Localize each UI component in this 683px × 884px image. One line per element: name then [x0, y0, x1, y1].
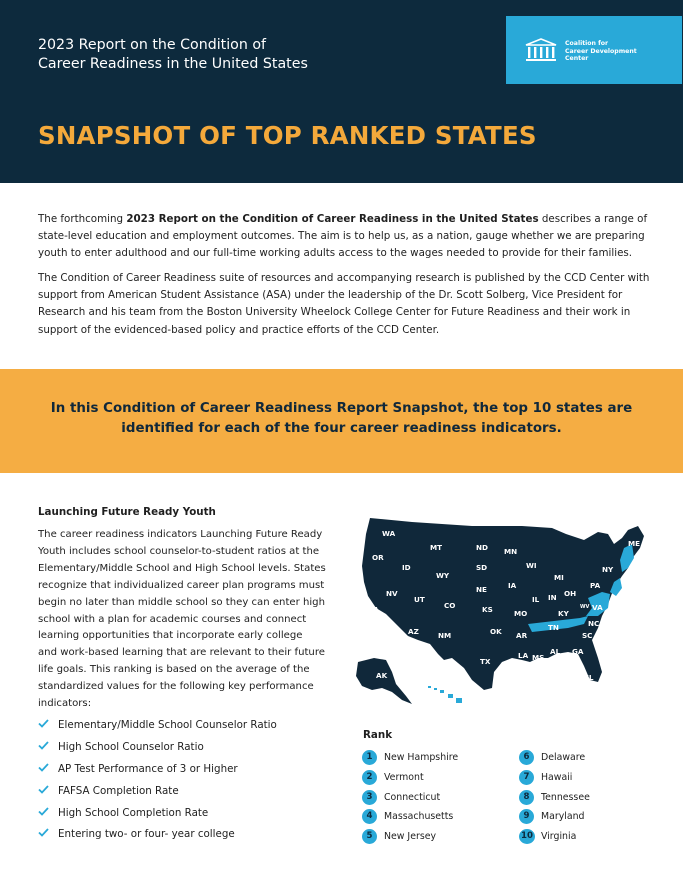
rank-number-badge: 10 — [519, 829, 535, 844]
state-label-il: IL — [532, 595, 540, 604]
rank-item: 1 New Hampshire — [362, 750, 458, 770]
state-label-nc: NC — [588, 619, 600, 628]
us-map — [332, 485, 652, 712]
state-label-wv: WV — [580, 604, 590, 610]
header — [0, 0, 683, 183]
state-label-ne: NE — [476, 585, 487, 594]
state-label-hi: HI — [332, 485, 341, 494]
state-label-nm: NM — [438, 631, 452, 640]
report-title-line1: 2023 Report on the Condition of — [38, 37, 267, 53]
rank-column-1 — [362, 750, 458, 849]
rank-item: 3 Connecticut — [362, 790, 458, 810]
state-label-la: LA — [518, 651, 529, 660]
check-icon — [38, 763, 49, 772]
rank-number-badge: 8 — [519, 790, 534, 805]
intro-paragraph-1: The forthcoming 2023 Report on the Condition of Career Readiness in the United States describes a range of state-level education and employment outcomes. The aim is to help us, as a nation, gauge whether we are preparing youth to enter adulthood and our full-time working adults access to the wages needed to provide for their families. — [38, 213, 648, 260]
hawaii-islands — [428, 686, 462, 703]
rank-number-badge: 7 — [519, 770, 534, 785]
rank-number-badge: 4 — [362, 809, 377, 824]
state-label-co: CO — [444, 601, 456, 610]
state-label-ms: MS — [532, 653, 545, 662]
page-title: SNAPSHOT OF TOP RANKED STATES — [38, 121, 537, 150]
state-label-wi: WI — [526, 561, 537, 570]
state-label-ar: AR — [516, 631, 528, 640]
kpi-item: Elementary/Middle School Counselor Ratio — [38, 716, 277, 738]
state-label-oh: OH — [564, 589, 577, 598]
rank-title: Rank — [363, 729, 393, 741]
snapshot-banner — [0, 369, 683, 473]
alaska-shape — [356, 658, 412, 704]
state-label-mo: MO — [514, 609, 528, 618]
state-label-ga: GA — [572, 647, 584, 656]
kpi-item: AP Test Performance of 3 or Higher — [38, 760, 277, 782]
report-title-line2: Career Readiness in the United States — [38, 56, 308, 72]
kpi-item: High School Counselor Ratio — [38, 738, 277, 760]
check-icon — [38, 785, 49, 794]
state-label-ok: OK — [490, 627, 502, 636]
rank-item: 8 Tennessee — [519, 790, 590, 810]
state-label-tn: TN — [548, 623, 559, 632]
rank-item: 7 Hawaii — [519, 770, 590, 790]
state-label-va: VA — [592, 603, 603, 612]
state-label-fl: FL — [584, 673, 594, 682]
state-label-id: ID — [402, 563, 411, 572]
rank-number-badge: 1 — [362, 750, 377, 765]
section-body: The career readiness indicators Launching Future Ready Youth includes school counselor-to-student ratios at the Elementary/Middle School and High School levels. States recognize that individualized career plan programs must begin no later than middle school so they can enter high school with a plan for academic courses and connect learning opportunities that incorporate early college and work-based learning that are relevant to their future life goals. This ranking is based on the average of the standardized values for the following key performance indicators: — [38, 529, 326, 710]
rank-item: 4 Massachusetts — [362, 809, 458, 829]
logo-text: Coalition for Career Development Center — [565, 40, 637, 62]
state-label-sc: SC — [582, 631, 593, 640]
rank-number-badge: 3 — [362, 790, 377, 805]
check-icon — [38, 828, 49, 837]
kpi-list — [38, 716, 277, 847]
rank-column-2 — [519, 750, 590, 849]
banner-line-2: identified for each of the four career readiness indicators. — [121, 421, 562, 436]
state-label-sd: SD — [476, 563, 488, 572]
rank-item: 2 Vermont — [362, 770, 458, 790]
state-label-tx: TX — [480, 657, 491, 666]
state-label-nv: NV — [386, 589, 398, 598]
building-columns-icon — [524, 38, 558, 62]
rank-number-badge: 6 — [519, 750, 534, 765]
state-label-az: AZ — [408, 627, 419, 636]
state-label-ny: NY — [602, 565, 614, 574]
state-label-al: AL — [550, 647, 561, 656]
rank-item: 9 Maryland — [519, 809, 590, 829]
state-label-ks: KS — [482, 605, 493, 614]
rank-item: 5 New Jersey — [362, 829, 458, 849]
state-label-pa: PA — [590, 581, 601, 590]
state-label-mt: MT — [430, 543, 443, 552]
rank-number-badge: 2 — [362, 770, 377, 785]
state-label-ia: IA — [508, 581, 517, 590]
rank-item: 10 Virginia — [519, 829, 590, 849]
kpi-item: FAFSA Completion Rate — [38, 782, 277, 804]
ccd-logo — [506, 16, 682, 84]
check-icon — [38, 741, 49, 750]
state-label-nd: ND — [476, 543, 488, 552]
state-label-in: IN — [548, 593, 557, 602]
kpi-item: High School Completion Rate — [38, 804, 277, 826]
check-icon — [38, 719, 49, 728]
rank-number-badge: 5 — [362, 829, 377, 844]
state-label-ky: KY — [558, 609, 569, 618]
rank-number-badge: 9 — [519, 809, 534, 824]
state-label-ca: CA — [368, 605, 379, 614]
state-label-ut: UT — [414, 595, 425, 604]
state-label-wy: WY — [436, 571, 450, 580]
section-title: Launching Future Ready Youth — [38, 506, 216, 518]
rank-item: 6 Delaware — [519, 750, 590, 770]
state-label-ak: AK — [376, 671, 388, 680]
state-label-or: OR — [372, 553, 384, 562]
banner-line-1: In this Condition of Career Readiness Report Snapshot, the top 10 states are — [50, 401, 633, 416]
state-label-wa: WA — [382, 529, 396, 538]
state-label-mn: MN — [504, 547, 518, 556]
kpi-item: Entering two- or four- year college — [38, 825, 277, 847]
check-icon — [38, 807, 49, 816]
state-label-mi: MI — [554, 573, 564, 582]
intro-paragraph-2: The Condition of Career Readiness suite of resources and accompanying research is published by the CCD Center with support from American Student Assistance (ASA) under the leadership of the Dr. Scott Solberg, Vice President for Research and his team from the Boston University Wheelock College Center for Future Readiness and their work in support of the evidenced-based policy and practice efforts of the CCD Center. — [38, 272, 650, 336]
state-label-me: ME — [628, 539, 641, 548]
